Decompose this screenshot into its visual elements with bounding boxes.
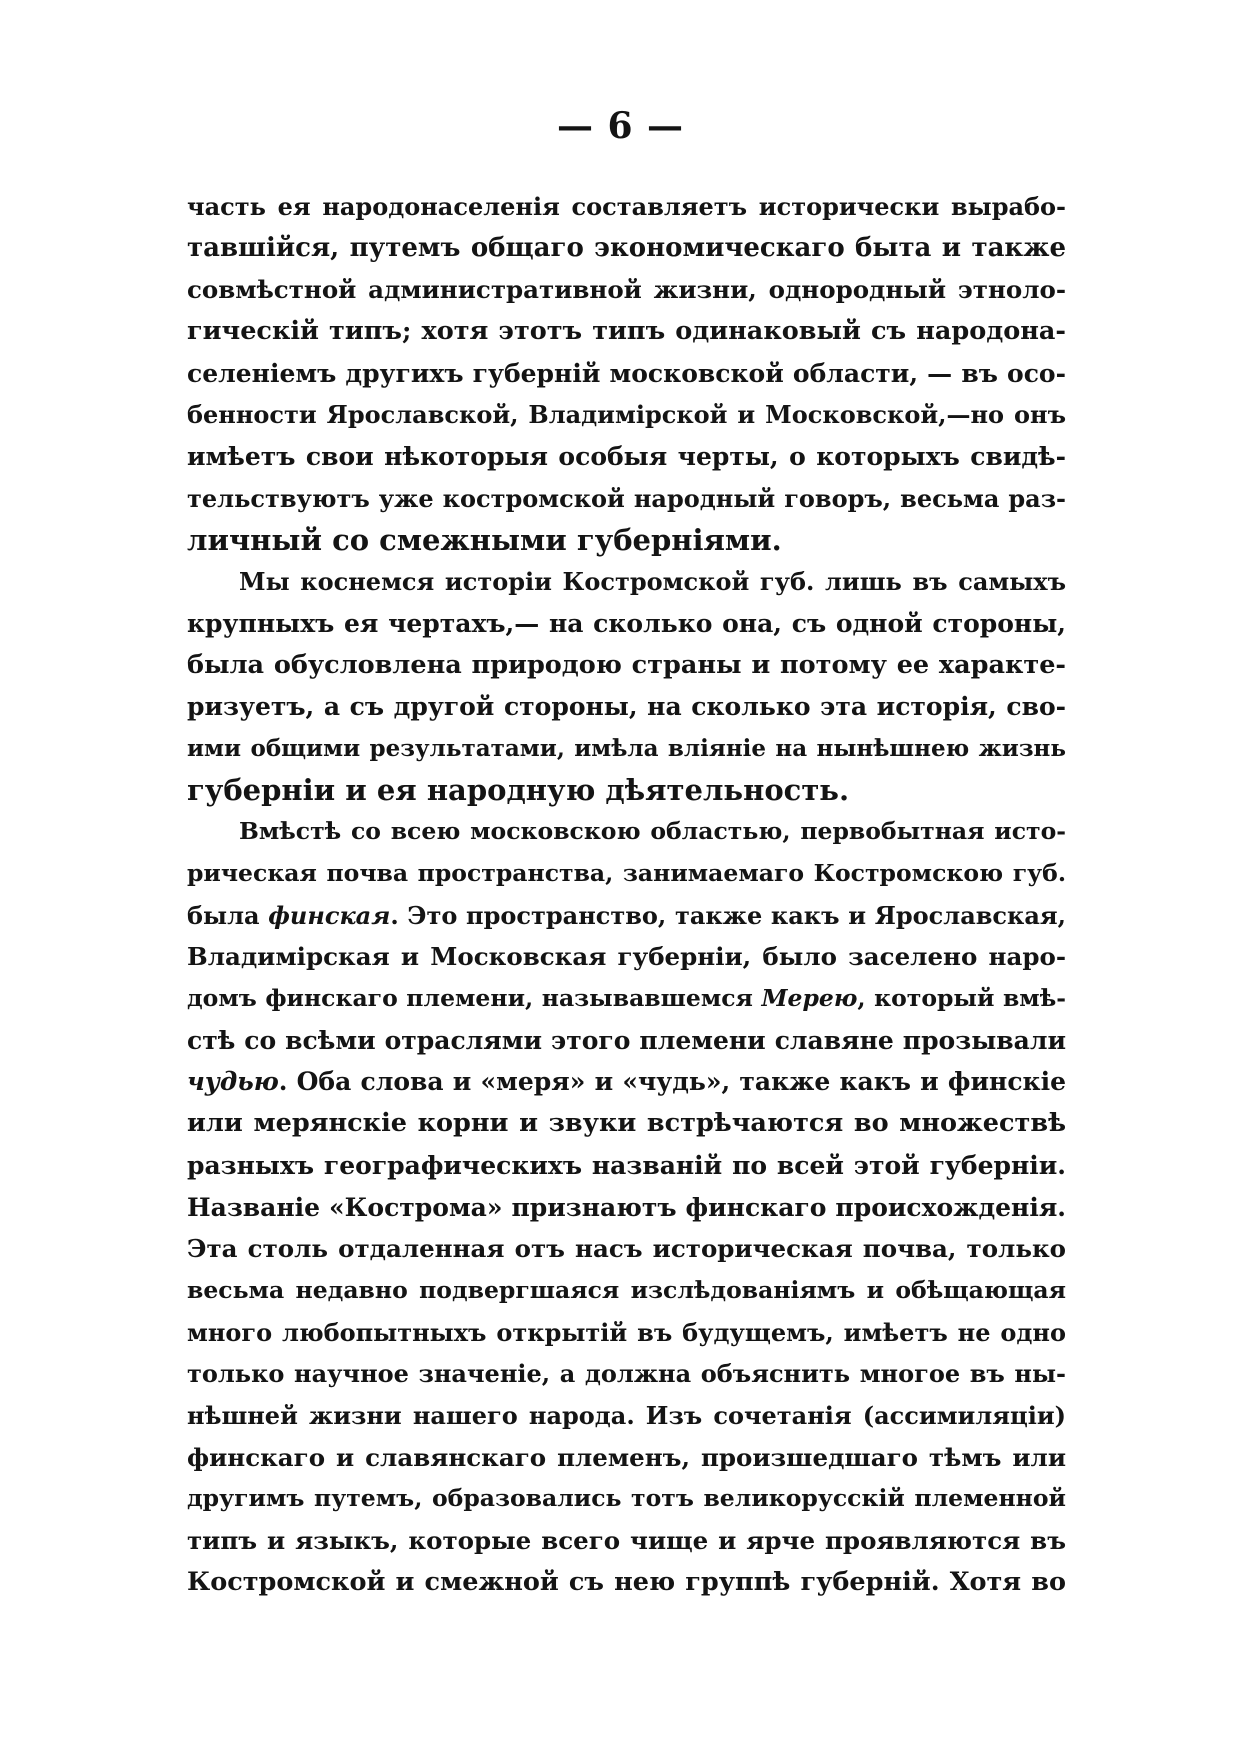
text-segment: домъ финскаго племени, называвшемся: [187, 984, 762, 1013]
text-line: финскаго и славянскаго племенъ, произшедшаго тѣмъ или: [187, 1442, 1066, 1472]
text-line: Владимірская и Московская губерніи, было заселено наро-: [187, 942, 1066, 972]
text-line: тельствуютъ уже костромской народный говоръ, весьма раз-: [187, 483, 1066, 513]
text-line: губерніи и ея народную дѣятельность.: [187, 772, 850, 807]
text-line: гическій типъ; хотя этотъ типъ одинаковый съ народона-: [187, 316, 1066, 347]
text-line: [187, 1061, 1066, 1103]
text-line: весьма недавно подвергшаяся изслѣдованіямъ и обѣщающая: [187, 1275, 1066, 1304]
text-segment: . Оба слова и «меря» и «чудь», также какъ и финскіе: [278, 1067, 1066, 1097]
text-line: Мы коснемся исторіи Костромской губ. лишь въ самыхъ: [239, 567, 1066, 597]
text-line: крупныхъ ея чертахъ,— на сколько она, съ одной стороны,: [187, 608, 1066, 638]
text-line: [187, 895, 1066, 937]
page-number: — 6 —: [556, 105, 685, 147]
text-line: селеніемъ другихъ губерній московской области, — въ осо-: [187, 358, 1066, 388]
text-line: имѣетъ свои нѣкоторыя особыя черты, о которыхъ свидѣ-: [187, 442, 1066, 472]
text-line: бенности Ярославской, Владимірской и Московской,—но онъ: [187, 400, 1066, 430]
text-line: Вмѣстѣ со всею московскою областью, первобытная исто-: [239, 817, 1066, 846]
text-line: стѣ со всѣми отраслями этого племени славяне прозывали: [187, 1025, 1066, 1055]
text-segment: была: [187, 900, 269, 930]
text-segment: , который вмѣ-: [857, 984, 1066, 1013]
text-line: часть ея народонаселенія составляетъ исторически вырабо-: [187, 192, 1066, 221]
text-line: Названіе «Кострома» признаютъ финскаго происхожденія.: [187, 1192, 1066, 1222]
text-segment: . Это пространство, также какъ и Ярославская,: [390, 900, 1066, 930]
text-line: совмѣстной административной жизни, однородный этноло-: [187, 275, 1066, 305]
text-line: ими общими результатами, имѣла вліяніе на нынѣшнею жизнь: [187, 734, 1066, 762]
text-line: нѣшней жизни нашего народа. Изъ сочетанія (ассимиляціи): [187, 1400, 1066, 1430]
text-line: личный со смежными губерніями.: [187, 522, 782, 557]
text-line: разныхъ географическихъ названій по всей этой губерніи.: [187, 1150, 1066, 1180]
text-line: рическая почва пространства, занимаемаго Костромскою губ.: [187, 859, 1066, 887]
text-line: тавшійся, путемъ общаго экономическаго быта и также: [187, 232, 1066, 263]
body-text: [187, 186, 1066, 1603]
text-line: типъ и языкъ, которые всего чище и ярче проявляются въ: [187, 1526, 1066, 1555]
italic-word: финская: [268, 900, 391, 930]
text-line: [187, 978, 1066, 1020]
italic-word: Мерею: [761, 984, 858, 1013]
text-line: или мерянскіе корни и звуки встрѣчаются во множествѣ: [187, 1108, 1066, 1139]
text-line: много любопытныхъ открытій въ будущемъ, имѣетъ не одно: [187, 1317, 1066, 1347]
text-line: Костромской и смежной съ нею группѣ губерній. Хотя во: [187, 1566, 1066, 1597]
text-line: другимъ путемъ, образовались тотъ великорусскій племенной: [187, 1484, 1066, 1513]
italic-word: чудью: [187, 1067, 279, 1097]
text-line: только научное значеніе, а должна объяснить многое въ ны-: [187, 1359, 1066, 1389]
text-line: ризуетъ, а съ другой стороны, на сколько эта исторія, сво-: [187, 692, 1066, 722]
text-line: Эта столь отдаленная отъ насъ историческая почва, только: [187, 1234, 1066, 1264]
text-line: была обусловлена природою страны и потому ее характе-: [187, 649, 1066, 680]
